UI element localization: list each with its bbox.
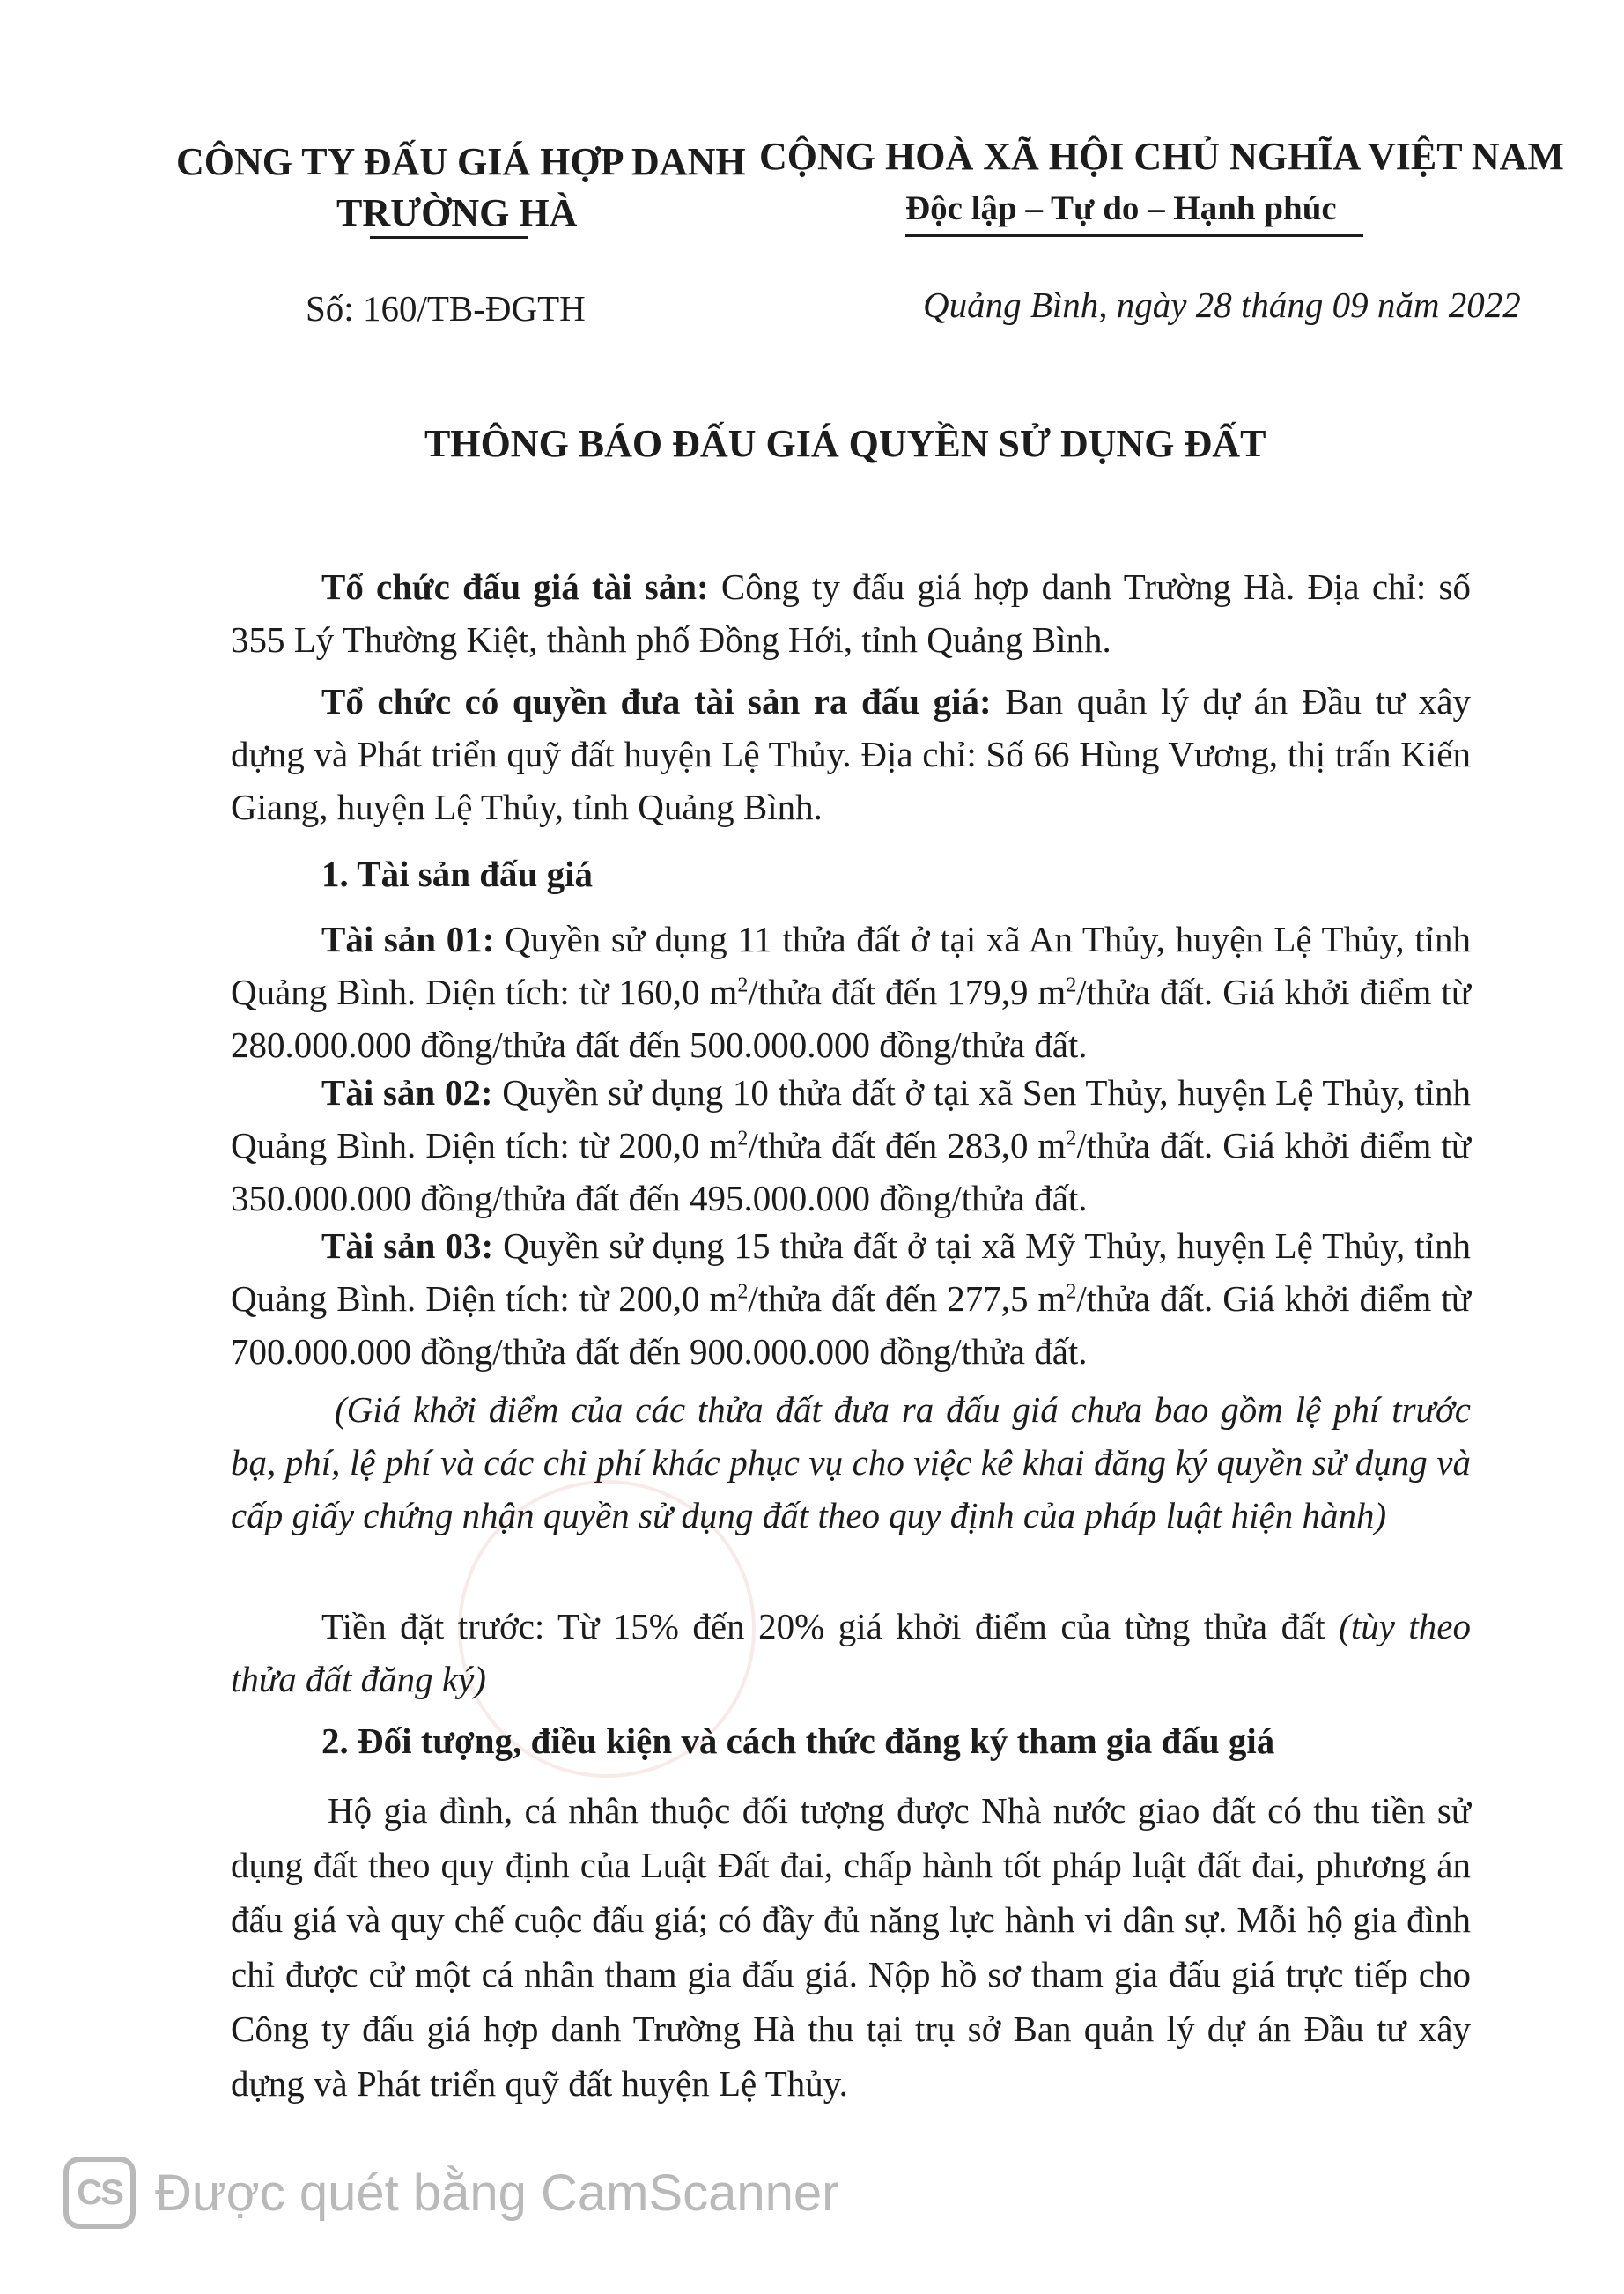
asset-02-paragraph: [231, 1066, 1471, 1225]
national-motto: Độc lập – Tự do – Hạnh phúc: [905, 189, 1337, 227]
document-title: THÔNG BÁO ĐẤU GIÁ QUYỀN SỬ DỤNG ĐẤT: [424, 422, 1266, 465]
asset-01-sup-1: 2: [737, 973, 749, 997]
organizer-paragraph: [231, 560, 1471, 666]
asset-01-sup-2: 2: [1066, 973, 1077, 997]
asset-03-sup-1: 2: [737, 1280, 749, 1304]
asset-03-label: Tài sản 03:: [321, 1225, 494, 1266]
asset-03-paragraph: [231, 1219, 1471, 1378]
asset-01-label: Tài sản 01:: [321, 919, 495, 959]
asset-03-text-b: /thửa đất đến 277,5 m: [748, 1278, 1067, 1319]
asset-01-text-c: /thửa đất. Giá khởi điểm từ 280.000.000 đồng/thửa đất đến 500.000.000 đồng/thửa đất.: [231, 972, 1471, 1065]
asset-01-paragraph: [231, 913, 1471, 1071]
asset-03-text-c: /thửa đất. Giá khởi điểm từ 700.000.000 đồng/thửa đất đến 900.000.000 đồng/thửa đất.: [231, 1278, 1471, 1372]
organizer-text: Công ty đấu giá hợp danh Trường Hà. Địa chỉ: số 355 Lý Thường Kiệt, thành phố Đồng Hới, tỉnh Quảng Bình.: [231, 566, 1471, 660]
motto-underline: [905, 234, 1363, 237]
document-number: Số: 160/TB-ĐGTH: [306, 288, 586, 329]
asset-01-text-a: Quyền sử dụng 11 thửa đất ở tại xã An Thủy, huyện Lệ Thủy, tỉnh Quảng Bình. Diện tích: từ 160,0 m: [231, 919, 1471, 1012]
deposit-paragraph: [231, 1600, 1471, 1706]
camscanner-text: Được quét bằng CamScanner: [155, 2164, 839, 2222]
asset-02-text-b: /thửa đất đến 283,0 m: [748, 1125, 1067, 1166]
company-name-line1: CÔNG TY ĐẤU GIÁ HỢP DANH: [176, 140, 746, 183]
asset-03-sup-2: 2: [1066, 1280, 1077, 1304]
place-and-date: Quảng Bình, ngày 28 tháng 09 năm 2022: [923, 285, 1521, 325]
deposit-text: Tiền đặt trước: Từ 15% đến 20% giá khởi điểm của từng thửa đất: [321, 1606, 1340, 1646]
owner-paragraph: [231, 675, 1471, 833]
section2-heading: 2. Đối tượng, điều kiện và cách thức đăng ký tham gia đấu giá: [321, 1720, 1275, 1761]
organizer-label: Tổ chức đấu giá tài sản:: [321, 566, 709, 607]
asset-03-text-a: Quyền sử dụng 15 thửa đất ở tại xã Mỹ Thủy, huyện Lệ Thủy, tỉnh Quảng Bình. Diện tích: từ 200,0 m: [231, 1225, 1471, 1319]
asset-02-label: Tài sản 02:: [321, 1072, 493, 1113]
camscanner-watermark: [63, 2157, 839, 2229]
asset-02-text-c: /thửa đất. Giá khởi điểm từ 350.000.000 đồng/thửa đất đến 495.000.000 đồng/thửa đất.: [231, 1125, 1471, 1218]
asset-02-text-a: Quyền sử dụng 10 thửa đất ở tại xã Sen Thủy, huyện Lệ Thủy, tỉnh Quảng Bình. Diện tích: từ 200,0 m: [231, 1072, 1471, 1166]
section2-paragraph: Hộ gia đình, cá nhân thuộc đối tượng được Nhà nước giao đất có thu tiền sử dụng đất theo quy định của Luật Đất đai, chấp hành tốt pháp luật đất đai, phương án đấu giá và quy chế cuộc đấu giá; có đầy đủ năng lực hành vi dân sự. Mỗi hộ gia đình chỉ được cử một cá nhân tham gia đấu giá. Nộp hồ sơ tham gia đấu giá trực tiếp cho Công ty đấu giá hợp danh Trường Hà thu tại trụ sở Ban quản lý dự án Đầu tư xây dựng và Phát triển quỹ đất huyện Lệ Thủy.: [231, 1790, 1471, 2104]
owner-label: Tổ chức có quyền đưa tài sản ra đấu giá:: [321, 681, 992, 722]
camscanner-logo-icon: CS: [63, 2157, 136, 2229]
republic-name: CỘNG HOÀ XÃ HỘI CHỦ NGHĨA VIỆT NAM: [759, 135, 1564, 178]
company-underline: [370, 236, 528, 239]
owner-text: Ban quản lý dự án Đầu tư xây dựng và Phát triển quỹ đất huyện Lệ Thủy. Địa chỉ: Số 66 Hùng Vương, thị trấn Kiến Giang, huyện Lệ Thủy, tỉnh Quảng Bình.: [231, 681, 1471, 827]
asset-02-sup-1: 2: [737, 1127, 749, 1151]
asset-02-sup-2: 2: [1066, 1127, 1077, 1151]
asset-01-text-b: /thửa đất đến 179,9 m: [748, 972, 1067, 1012]
price-note: (Giá khởi điểm của các thửa đất đưa ra đấu giá chưa bao gồm lệ phí trước bạ, phí, lệ phí và các chi phí khác phục vụ cho việc kê khai đăng ký quyền sử dụng và cấp giấy chứng nhận quyền sử dụng đất theo quy định của pháp luật hiện hành): [231, 1389, 1471, 1536]
deposit-note: (tùy theo thửa đất đăng ký): [231, 1606, 1471, 1699]
section1-heading: 1. Tài sản đấu giá: [321, 854, 594, 894]
company-name-line2: TRƯỜNG HÀ: [336, 191, 578, 234]
